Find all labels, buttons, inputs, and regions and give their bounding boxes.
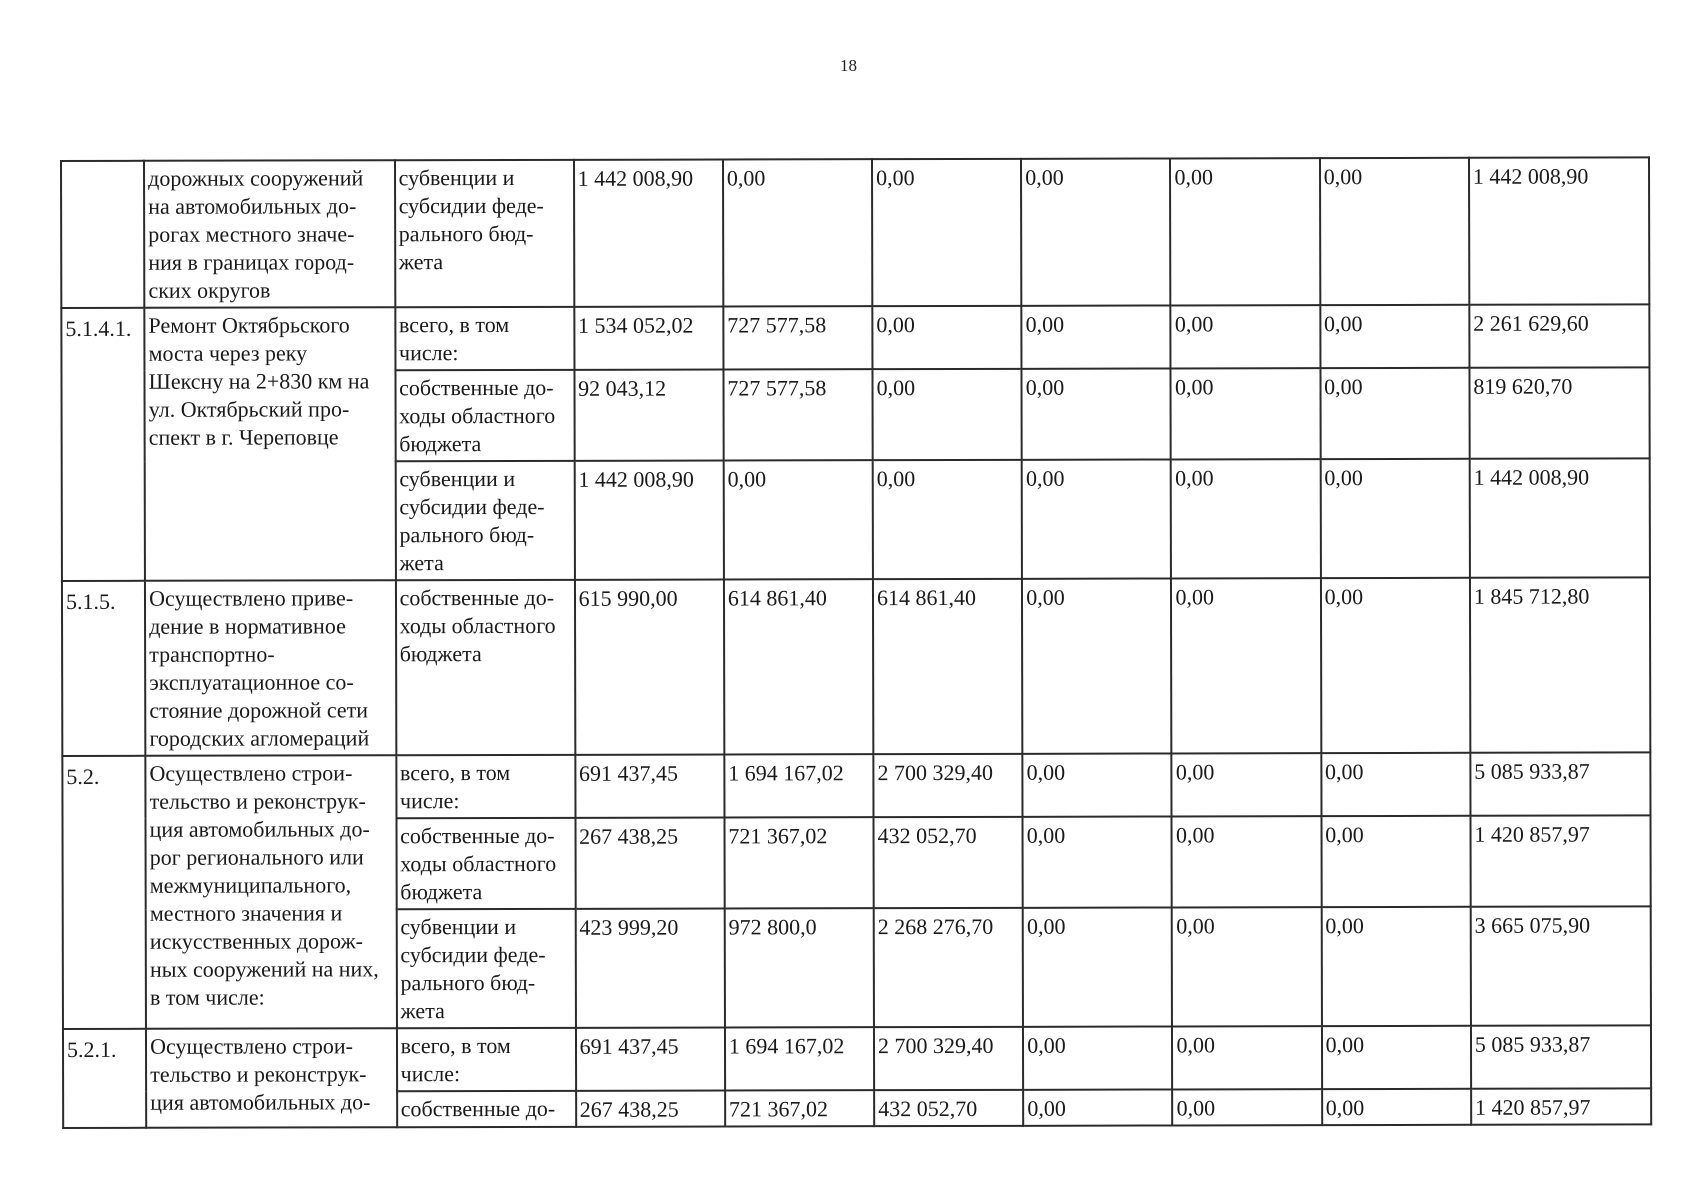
amount-v2: 0,00 <box>723 159 873 306</box>
amount-v6: 0,00 <box>1321 816 1470 907</box>
funding-source: собственные до- ходы областного бюджета <box>396 580 575 755</box>
amount-v5: 0,00 <box>1171 578 1321 753</box>
amount-v1: 1 534 052,02 <box>574 306 723 369</box>
amount-total: 1 442 008,90 <box>1469 157 1649 304</box>
amount-v3: 2 268 276,70 <box>874 908 1023 1027</box>
amount-v5: 0,00 <box>1172 816 1321 907</box>
amount-v6: 0,00 <box>1321 753 1470 816</box>
amount-v1: 267 438,25 <box>576 1090 725 1126</box>
amount-v4: 0,00 <box>1023 1026 1172 1089</box>
amount-v2: 721 367,02 <box>725 1090 874 1126</box>
item-code: 5.1.4.1. <box>61 308 145 581</box>
amount-v1: 92 043,12 <box>574 369 723 460</box>
amount-v3: 0,00 <box>873 369 1022 460</box>
item-code: 5.2.1. <box>63 1029 146 1128</box>
amount-v4: 0,00 <box>1022 368 1171 459</box>
amount-v2: 0,00 <box>724 460 873 579</box>
amount-v1: 1 442 008,90 <box>574 159 724 306</box>
table-row <box>62 752 1650 819</box>
amount-v6: 0,00 <box>1320 158 1470 305</box>
funding-source: субвенции и субсидии феде- рального бюд- жета <box>396 909 575 1028</box>
amount-v5: 0,00 <box>1173 1089 1322 1125</box>
amount-total: 5 085 933,87 <box>1471 1025 1651 1088</box>
funding-source: собственные до- ходы областного бюджета <box>395 370 574 461</box>
amount-v3: 2 700 329,40 <box>874 1027 1023 1090</box>
amount-v4: 0,00 <box>1022 305 1171 368</box>
amount-v4: 0,00 <box>1023 816 1172 907</box>
amount-total: 819 620,70 <box>1469 367 1649 458</box>
amount-v4: 0,00 <box>1022 578 1172 753</box>
amount-v2: 727 577,58 <box>723 369 872 460</box>
amount-v2: 1 694 167,02 <box>724 754 873 817</box>
item-name: Осуществлено строи- тельство и реконструк- ция автомобильных до- рог регионального или межмуниципального, местного значения и искусственных дорож- ных сооружений на них, в том числе: <box>145 755 396 1029</box>
amount-v2: 972 800,0 <box>725 908 874 1027</box>
amount-v6: 0,00 <box>1322 1026 1471 1089</box>
table-row <box>61 157 1649 308</box>
page-number: 18 <box>840 56 857 75</box>
amount-total: 1 420 857,97 <box>1470 815 1650 906</box>
amount-v2: 614 861,40 <box>724 579 874 754</box>
amount-v6: 0,00 <box>1321 907 1470 1026</box>
amount-v6: 0,00 <box>1320 368 1469 459</box>
item-code: 5.2. <box>62 756 146 1029</box>
amount-v3: 0,00 <box>873 460 1022 579</box>
amount-total: 1 420 857,97 <box>1471 1088 1651 1124</box>
item-name: дорожных сооружений на автомобильных до- рогах местного значе- ния в границах город- ских округов <box>144 160 395 308</box>
amount-v1: 267 438,25 <box>575 817 724 908</box>
amount-v4: 0,00 <box>1022 459 1171 578</box>
funding-source: субвенции и субсидии феде- рального бюд- жета <box>395 160 574 307</box>
amount-v5: 0,00 <box>1171 368 1320 459</box>
amount-v2: 721 367,02 <box>724 817 873 908</box>
amount-total: 1 442 008,90 <box>1470 458 1650 577</box>
amount-v4: 0,00 <box>1021 158 1171 305</box>
funding-source: субвенции и субсидии феде- рального бюд- жета <box>395 461 574 580</box>
table-row <box>61 304 1649 371</box>
amount-v3: 0,00 <box>872 159 1022 306</box>
amount-v3: 432 052,70 <box>874 817 1023 908</box>
table-row <box>62 577 1650 756</box>
funding-source: собственные до- ходы областного бюджета <box>396 818 575 909</box>
budget-table <box>60 156 1652 1129</box>
amount-v1: 1 442 008,90 <box>574 460 723 579</box>
amount-v6: 0,00 <box>1321 578 1471 753</box>
amount-v3: 2 700 329,40 <box>873 754 1022 817</box>
amount-v6: 0,00 <box>1322 1089 1471 1125</box>
amount-total: 2 261 629,60 <box>1469 304 1649 367</box>
table-row <box>63 1025 1651 1092</box>
amount-v2: 727 577,58 <box>723 306 872 369</box>
funding-source: всего, в том числе: <box>395 307 574 370</box>
funding-source: всего, в том числе: <box>397 1028 576 1091</box>
amount-v4: 0,00 <box>1023 753 1172 816</box>
table-body <box>61 157 1651 1128</box>
item-name: Ремонт Октябрьского моста через реку Шексну на 2+830 км на ул. Октябрьский про- спект в г. Череповце <box>144 307 395 581</box>
amount-v6: 0,00 <box>1320 305 1469 368</box>
amount-v3: 432 052,70 <box>874 1090 1023 1126</box>
funding-source: собственные до- <box>397 1091 576 1127</box>
amount-v1: 691 437,45 <box>576 1027 725 1090</box>
amount-v1: 691 437,45 <box>575 754 724 817</box>
amount-v3: 0,00 <box>872 306 1021 369</box>
amount-v1: 615 990,00 <box>575 579 725 754</box>
amount-v2: 1 694 167,02 <box>725 1027 874 1090</box>
amount-v6: 0,00 <box>1320 459 1469 578</box>
item-code <box>61 161 144 308</box>
amount-v4: 0,00 <box>1023 907 1172 1026</box>
amount-v5: 0,00 <box>1172 1026 1321 1089</box>
amount-v3: 614 861,40 <box>873 579 1023 754</box>
amount-total: 5 085 933,87 <box>1470 752 1650 815</box>
funding-source: всего, в том числе: <box>396 755 575 818</box>
amount-total: 1 845 712,80 <box>1470 577 1651 752</box>
item-code: 5.1.5. <box>62 581 146 756</box>
amount-v5: 0,00 <box>1171 459 1320 578</box>
amount-total: 3 665 075,90 <box>1471 906 1651 1025</box>
amount-v4: 0,00 <box>1023 1089 1172 1125</box>
amount-v5: 0,00 <box>1172 907 1321 1026</box>
amount-v5: 0,00 <box>1172 753 1321 816</box>
item-name: Осуществлено строи- тельство и реконструк- ция автомобильных до- <box>146 1028 397 1128</box>
amount-v5: 0,00 <box>1171 305 1320 368</box>
item-name: Осуществлено приве- дение в нормативное транспортно- эксплуатационное со- стояние дорожной сети городских агломераций <box>145 580 396 756</box>
amount-v5: 0,00 <box>1170 158 1320 305</box>
amount-v1: 423 999,20 <box>575 908 724 1027</box>
